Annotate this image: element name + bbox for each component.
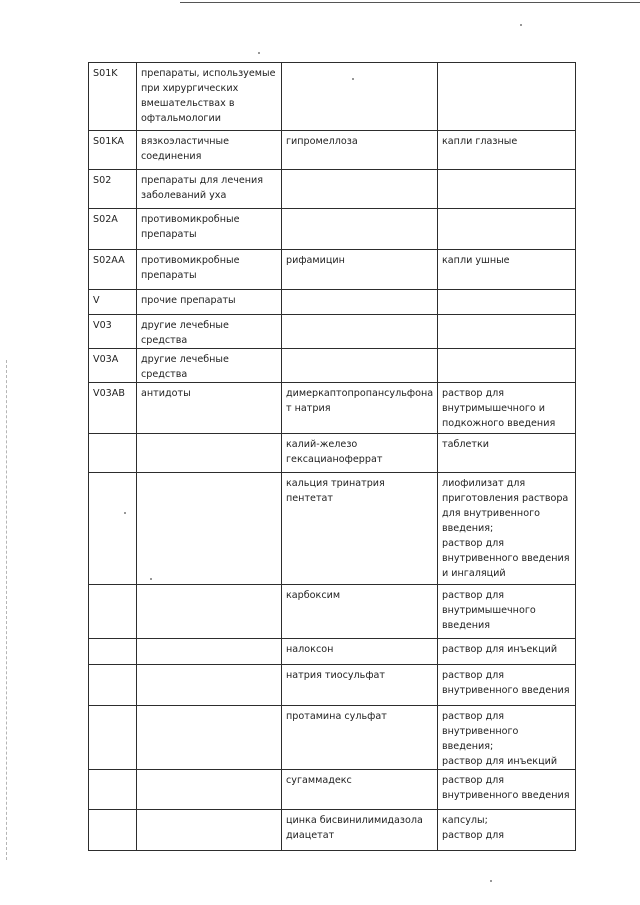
table-row [89, 250, 576, 290]
group-name-cell [137, 585, 282, 639]
dosage-form-cell: раствор для внутривенного введения [438, 665, 576, 706]
atc-code-cell: V03AB [89, 383, 137, 434]
dosage-form-cell [438, 209, 576, 250]
group-name-cell: другие лечебные средства [137, 315, 282, 349]
scan-artifact-line [180, 2, 640, 3]
drug-name-cell: протамина сульфат [282, 706, 438, 770]
group-name-cell: прочие препараты [137, 290, 282, 315]
dosage-form-cell: раствор для внутримышечного и подкожного введения [438, 383, 576, 434]
atc-code-cell: S02 [89, 170, 137, 209]
table-row [89, 585, 576, 639]
table-row [89, 131, 576, 170]
dosage-form-cell: капли ушные [438, 250, 576, 290]
dosage-form-cell [438, 290, 576, 315]
drug-name-cell [282, 209, 438, 250]
group-name-cell [137, 665, 282, 706]
group-name-cell: вязкоэластичные соединения [137, 131, 282, 170]
table-row [89, 349, 576, 383]
dosage-form-cell [438, 349, 576, 383]
dosage-form-cell: лиофилизат для приготовления раствора для внутривенного введения; раствор для внутривенного введения и ингаляций [438, 473, 576, 585]
atc-code-cell [89, 770, 137, 810]
atc-code-cell: S01K [89, 63, 137, 131]
drug-name-cell [282, 63, 438, 131]
drug-name-cell: натрия тиосульфат [282, 665, 438, 706]
dosage-form-cell [438, 315, 576, 349]
dosage-form-cell [438, 63, 576, 131]
group-name-cell [137, 770, 282, 810]
dosage-form-cell [438, 170, 576, 209]
dosage-form-cell: капсулы; раствор для [438, 810, 576, 851]
group-name-cell: противомикробные препараты [137, 250, 282, 290]
scan-artifact-dot [258, 52, 260, 54]
group-name-cell [137, 639, 282, 665]
group-name-cell: препараты, используемые при хирургических вмешательствах в офтальмологии [137, 63, 282, 131]
drug-name-cell: гипромеллоза [282, 131, 438, 170]
table-row [89, 639, 576, 665]
table-row [89, 473, 576, 585]
drug-name-cell: калий-железо гексацианоферрат [282, 434, 438, 473]
atc-code-cell [89, 810, 137, 851]
table-row [89, 810, 576, 851]
atc-code-cell [89, 434, 137, 473]
table-row [89, 665, 576, 706]
atc-code-cell: S02A [89, 209, 137, 250]
table-row [89, 209, 576, 250]
group-name-cell [137, 706, 282, 770]
table-row [89, 706, 576, 770]
atc-code-cell: S01KA [89, 131, 137, 170]
atc-code-cell [89, 639, 137, 665]
table-row [89, 434, 576, 473]
drug-name-cell: налоксон [282, 639, 438, 665]
dosage-form-cell: капли глазные [438, 131, 576, 170]
drug-name-cell: кальция тринатрия пентетат [282, 473, 438, 585]
atc-code-cell [89, 585, 137, 639]
group-name-cell: другие лечебные средства [137, 349, 282, 383]
atc-code-cell [89, 665, 137, 706]
table-row [89, 770, 576, 810]
table-row [89, 290, 576, 315]
drug-name-cell [282, 170, 438, 209]
table-row [89, 170, 576, 209]
scan-artifact-dot [490, 880, 492, 882]
atc-code-cell: V03 [89, 315, 137, 349]
group-name-cell [137, 810, 282, 851]
scan-artifact-dot [520, 24, 522, 26]
dosage-form-cell: раствор для внутримышечного введения [438, 585, 576, 639]
atc-code-cell [89, 473, 137, 585]
atc-code-cell [89, 706, 137, 770]
table-row [89, 63, 576, 131]
group-name-cell: противомикробные препараты [137, 209, 282, 250]
drug-name-cell: сугаммадекс [282, 770, 438, 810]
group-name-cell: препараты для лечения заболеваний уха [137, 170, 282, 209]
group-name-cell [137, 434, 282, 473]
dosage-form-cell: раствор для инъекций [438, 639, 576, 665]
table-row [89, 383, 576, 434]
drug-name-cell [282, 349, 438, 383]
dosage-form-cell: раствор для внутривенного введения [438, 770, 576, 810]
drug-name-cell: димеркаптопропансульфона т натрия [282, 383, 438, 434]
atc-code-cell: S02AA [89, 250, 137, 290]
dosage-form-cell: раствор для внутривенного введения; раствор для инъекций [438, 706, 576, 770]
drug-name-cell: карбоксим [282, 585, 438, 639]
group-name-cell: антидоты [137, 383, 282, 434]
drug-name-cell: рифамицин [282, 250, 438, 290]
dosage-form-cell: таблетки [438, 434, 576, 473]
atc-code-cell: V [89, 290, 137, 315]
table-row [89, 315, 576, 349]
drug-registry-table [88, 62, 576, 851]
atc-code-cell: V03A [89, 349, 137, 383]
drug-name-cell: цинка бисвинилимидазола диацетат [282, 810, 438, 851]
drug-name-cell [282, 290, 438, 315]
group-name-cell [137, 473, 282, 585]
drug-name-cell [282, 315, 438, 349]
scan-artifact-edge [6, 360, 7, 860]
